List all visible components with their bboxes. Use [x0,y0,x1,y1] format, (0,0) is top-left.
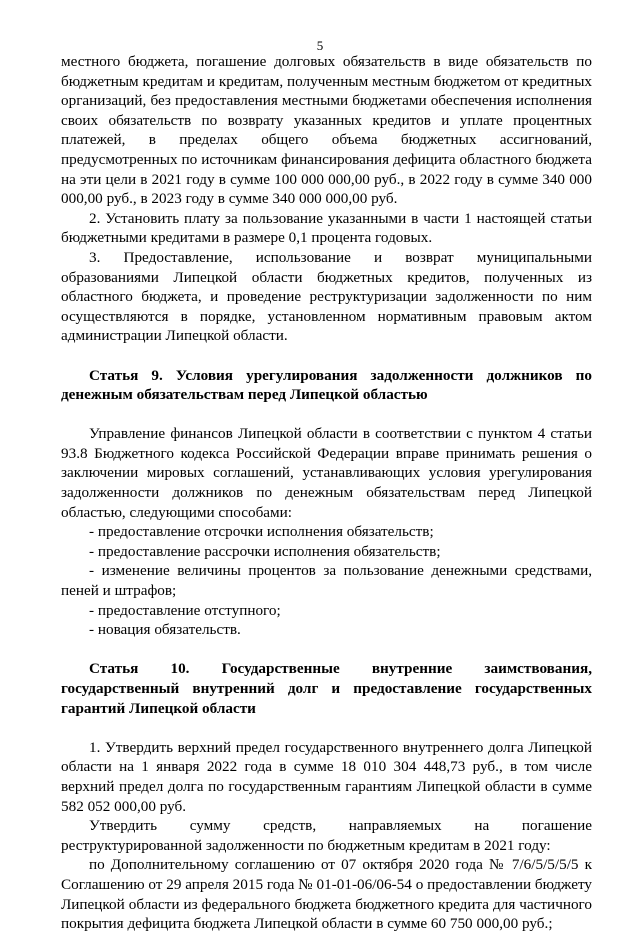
list-item: - предоставление рассрочки исполнения обязательств; [89,542,441,560]
list-item: - изменение величины процентов за пользование денежными средствами, пеней и штрафов; [61,562,592,600]
list-item: - предоставление отсрочки исполнения обязательств; [89,523,434,541]
paragraph-budget-credits: местного бюджета, погашение долговых обязательств в виде обязательств по бюджетным кредитам и кредитам, полученным местным бюджетом от кредитных организаций, без предоставления местными бюджетами обеспечения исполнения своих обязательств по возврату указанных кредитов и уплате процентных платежей, в пределах общего объема бюджетных ассигнований, предусмотренных по источникам финансирования дефицита областного бюджета на эти цели в 2021 году в сумме 100 000 000,00 руб., в 2022 году в сумме 340 000 000,00 руб., в 2023 году в сумме 340 000 000,00 руб. [61,53,592,208]
list-item: - предоставление отступного; [89,601,281,619]
page-number: 5 [316,38,324,53]
article-9-heading: Статья 9. Условия урегулирования задолженности должников по денежным обязательствам перед Липецкой областью [61,366,592,404]
paragraph-debt-settlement: Управление финансов Липецкой области в соответствии с пунктом 4 статьи 93.8 Бюджетного кодекса Российской Федерации вправе принимать решения о заключении мировых соглашений, устанавливающих условия урегулирования задолженности должников по денежным обязательствам перед Липецкой областью, следующими способами: [61,425,592,521]
paragraph-additional-agreement: по Дополнительному соглашению от 07 октября 2020 года № 7/6/5/5/5/5 к Соглашению от 29 апреля 2015 года № 01-01-06/06-54 о предоставлении бюджету Липецкой области из федерального бюджета бюджетного кредита для частичного покрытия дефицита бюджета Липецкой области в сумме 60 750 000,00 руб.; [61,856,592,933]
document-body [61,52,592,934]
list-item: - новация обязательств. [89,621,241,639]
paragraph-debt-limit: 1. Утвердить верхний предел государственного внутреннего долга Липецкой области на 1 января 2022 года в сумме 18 010 304 448,73 руб., в том числе верхний предел долга по государственным гарантиям Липецкой области в сумме 582 052 000,00 руб. [61,738,592,815]
paragraph-municipal-credits: 3. Предоставление, использование и возврат муниципальными образованиями Липецкой области бюджетных кредитов, полученных из областного бюджета, и проведение реструктуризации задолженности по ним осуществляются в порядке, установленном нормативным правовым актом администрации Липецкой области. [61,248,592,345]
paragraph-credit-fee: 2. Установить плату за пользование указанными в части 1 настоящей статьи бюджетными кредитами в размере 0,1 процента годовых. [61,209,592,247]
paragraph-repayment-amount: Утвердить сумму средств, направляемых на погашение реструктурированной задолженности по бюджетным кредитам в 2021 году: [61,817,592,854]
article-10-heading: Статья 10. Государственные внутренние заимствования, государственный внутренний долг и предоставление государственных гарантий Липецкой области [61,660,592,717]
